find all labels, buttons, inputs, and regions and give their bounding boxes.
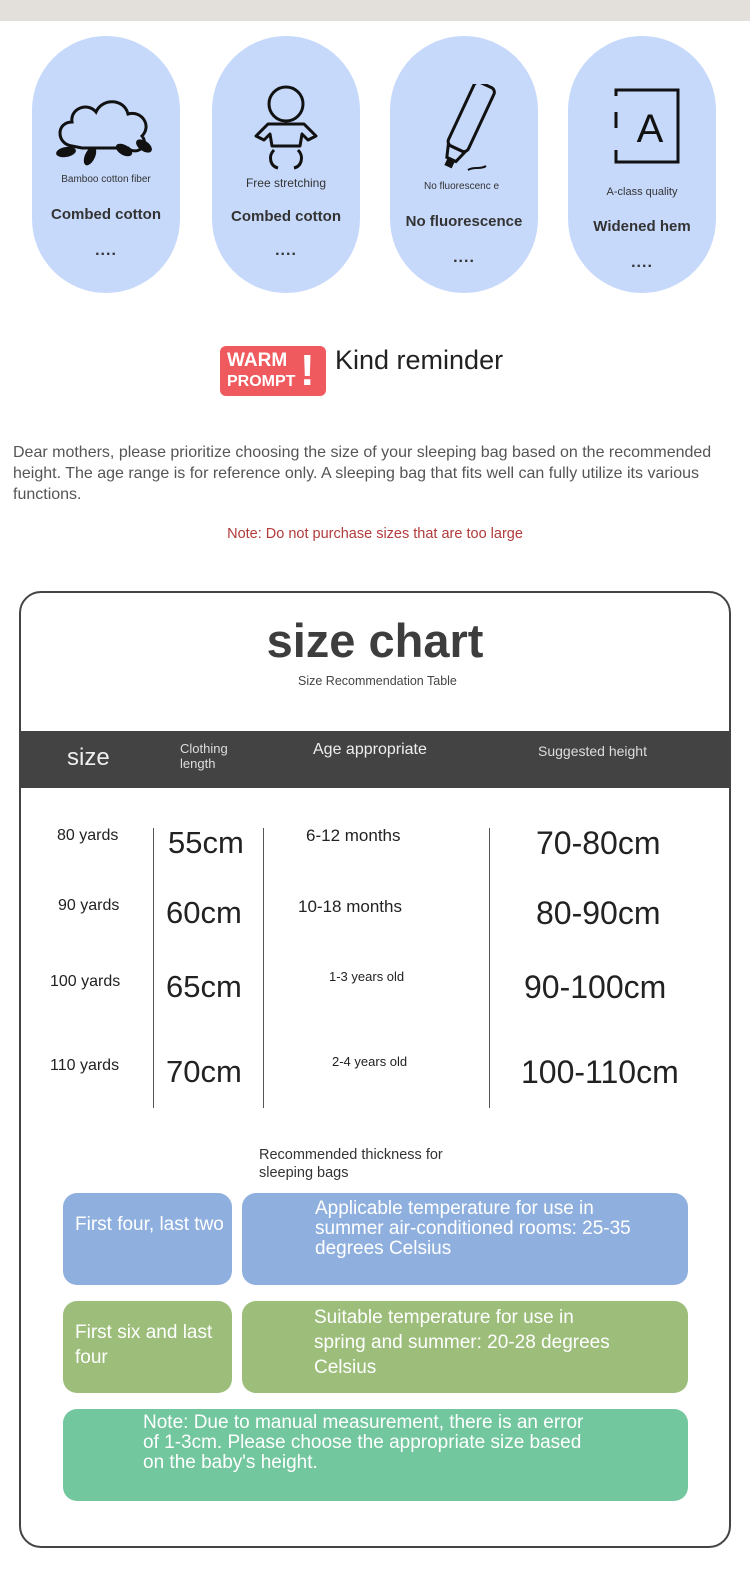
feature-title: Widened hem bbox=[593, 218, 691, 235]
measurement-note-box bbox=[63, 1409, 688, 1501]
feature-subtitle: Free stretching bbox=[245, 176, 327, 190]
feature-pill-fluorescence bbox=[390, 36, 538, 293]
header-length: Clothing length bbox=[180, 741, 228, 771]
row-height: 90-100cm bbox=[524, 969, 667, 1005]
thickness-label: First four, last two bbox=[75, 1214, 224, 1235]
tube-icon bbox=[390, 84, 538, 176]
thickness-description-box bbox=[242, 1301, 688, 1393]
feature-dots: .... bbox=[631, 254, 653, 271]
column-divider bbox=[489, 828, 490, 1108]
baby-icon bbox=[212, 84, 360, 176]
badge-line1: WARM bbox=[227, 350, 288, 371]
header-height: Suggested height bbox=[538, 743, 647, 759]
feature-pill-stretch bbox=[212, 36, 360, 293]
row-length: 60cm bbox=[166, 895, 242, 930]
row-size: 100 yards bbox=[50, 973, 121, 990]
top-bar bbox=[0, 0, 750, 21]
feature-title: No fluorescence bbox=[405, 213, 523, 230]
feature-subtitle: Bamboo cotton fiber bbox=[61, 174, 151, 185]
size-chart-title: size chart bbox=[266, 614, 484, 667]
cotton-icon bbox=[32, 84, 180, 176]
row-length: 65cm bbox=[166, 969, 242, 1004]
row-age: 10-18 months bbox=[298, 897, 402, 916]
feature-subtitle: A-class quality bbox=[606, 186, 678, 198]
feature-pill-hem bbox=[568, 36, 716, 293]
thickness-label-box bbox=[63, 1301, 232, 1393]
size-chart-subtitle: Size Recommendation Table bbox=[298, 674, 457, 688]
table-header bbox=[21, 731, 729, 788]
exclamation-icon: ! bbox=[300, 346, 315, 395]
measurement-note: Note: Due to manual measurement, there is an error of 1-3cm. Please choose the appropriate size based on the baby's height. bbox=[143, 1412, 584, 1473]
header-age: Age appropriate bbox=[313, 741, 427, 758]
thickness-description-box bbox=[242, 1193, 688, 1285]
column-divider bbox=[153, 828, 154, 1108]
row-length: 70cm bbox=[166, 1054, 242, 1089]
row-size: 110 yards bbox=[50, 1057, 120, 1074]
thickness-description: Applicable temperature for use in summer air-conditioned rooms: 25-35 degrees Celsius bbox=[315, 1198, 631, 1259]
feature-dots: .... bbox=[453, 249, 475, 266]
feature-subtitle: No fluorescenc e bbox=[424, 181, 500, 192]
feature-dots: .... bbox=[275, 242, 297, 259]
reminder-paragraph: Dear mothers, please prioritize choosing the size of your sleeping bag based on the recommended height. The age range is for reference only. A sleeping bag that fits well can fully utilize its various functions. bbox=[13, 444, 712, 503]
badge-line2: PROMPT bbox=[227, 373, 296, 390]
feature-title: Combed cotton bbox=[231, 208, 341, 225]
feature-pill-bamboo bbox=[32, 36, 180, 293]
row-size: 90 yards bbox=[58, 897, 120, 914]
warm-prompt-badge bbox=[220, 346, 326, 396]
a-class-icon bbox=[568, 84, 716, 176]
row-height: 80-90cm bbox=[536, 895, 661, 931]
reminder-title: Kind reminder bbox=[335, 345, 504, 375]
row-length: 55cm bbox=[168, 825, 244, 860]
thickness-description: Suitable temperature for use in spring and summer: 20-28 degrees Celsius bbox=[314, 1307, 610, 1378]
column-divider bbox=[263, 828, 264, 1108]
size-warning-note: Note: Do not purchase sizes that are too large bbox=[227, 526, 523, 542]
row-height: 100-110cm bbox=[521, 1054, 679, 1090]
svg-text:A: A bbox=[636, 107, 664, 151]
size-chart-card bbox=[19, 591, 731, 1548]
feature-dots: .... bbox=[95, 242, 117, 259]
thickness-label-box bbox=[63, 1193, 232, 1285]
row-height: 70-80cm bbox=[536, 825, 661, 861]
header-size: size bbox=[67, 744, 110, 771]
row-age: 2-4 years old bbox=[332, 1054, 408, 1069]
row-size: 80 yards bbox=[57, 827, 119, 844]
thickness-title: Recommended thickness for sleeping bags bbox=[259, 1147, 443, 1181]
feature-title: Combed cotton bbox=[51, 206, 161, 223]
row-age: 6-12 months bbox=[306, 826, 401, 845]
row-age: 1-3 years old bbox=[329, 969, 405, 984]
thickness-label: First six and last four bbox=[75, 1322, 213, 1368]
